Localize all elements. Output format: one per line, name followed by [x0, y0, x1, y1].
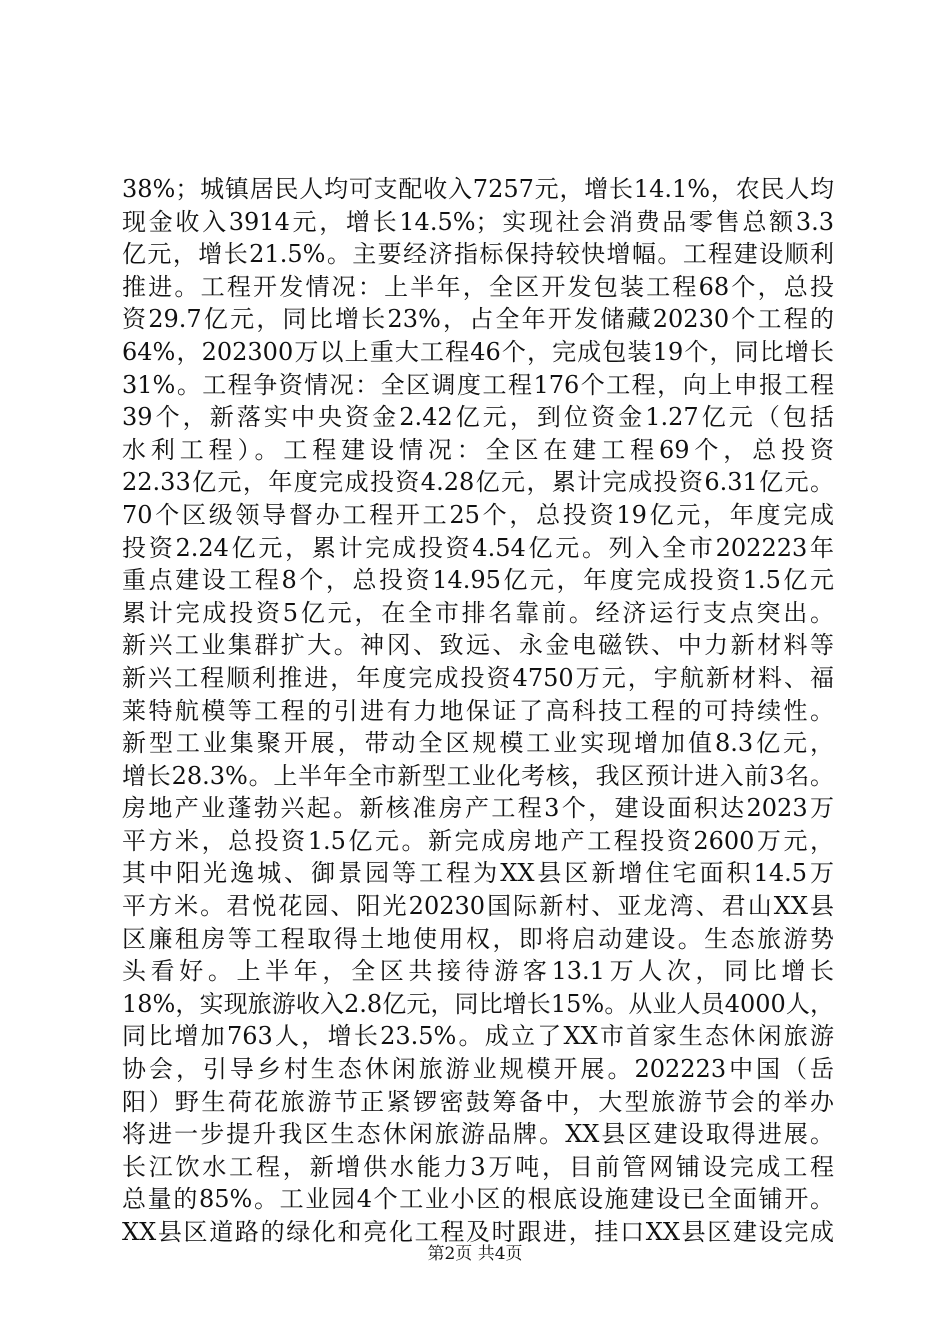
text-line: 70个区级领导督办工程开工25个，总投资19亿元，年度完成 — [122, 500, 834, 529]
text-line: 水利工程）。工程建设情况：全区在建工程69个，总投资 — [122, 435, 834, 464]
text-line: 区廉租房等工程取得土地使用权，即将启动建设。生态旅游势 — [122, 924, 834, 953]
body-text — [122, 173, 834, 1249]
text-line: 推进。工程开发情况：上半年，全区开发包装工程68个，总投 — [122, 272, 834, 301]
text-line: 长江饮水工程，新增供水能力3万吨，目前管网铺设完成工程 — [122, 1152, 834, 1181]
text-line: 18%，实现旅游收入2.8亿元，同比增长15%。从业人员4000人， — [122, 989, 834, 1018]
text-line: 协会，引导乡村生态休闲旅游业规模开展。202223中国（岳 — [122, 1055, 834, 1084]
text-line: 64%，202300万以上重大工程46个，完成包装19个，同比增长 — [122, 337, 834, 366]
text-line: 房地产业蓬勃兴起。新核准房产工程3个，建设面积达2023万 — [122, 794, 834, 823]
text-line: 投资2.24亿元，累计完成投资4.54亿元。列入全市202223年 — [122, 533, 834, 562]
text-line: 增长28.3%。上半年全市新型工业化考核，我区预计进入前3名。 — [122, 761, 834, 790]
text-line: 平方米。君悦花园、阳光20230国际新村、亚龙湾、君山XX县 — [122, 892, 834, 921]
text-line: 38%；城镇居民人均可支配收入7257元，增长14.1%，农民人均 — [122, 175, 834, 203]
text-line: 新型工业集聚开展，带动全区规模工业实现增加值8.3亿元， — [122, 729, 834, 758]
text-line: XX县区道路的绿化和亮化工程及时跟进，挂口XX县区建设完成 — [122, 1218, 834, 1246]
text-line: 莱特航模等工程的引进有力地保证了高科技工程的可持续性。 — [122, 696, 834, 725]
text-line: 31%。工程争资情况：全区调度工程176个工程，向上申报工程 — [122, 370, 834, 399]
text-line: 将进一步提升我区生态休闲旅游品牌。XX县区建设取得进展。 — [122, 1120, 834, 1149]
text-line: 其中阳光逸城、御景园等工程为XX县区新增住宅面积14.5万 — [122, 859, 834, 888]
text-line: 新兴工程顺利推进，年度完成投资4750万元，宇航新材料、福 — [122, 663, 834, 692]
text-line: 亿元，增长21.5%。主要经济指标保持较快增幅。工程建设顺利 — [122, 240, 834, 269]
page-footer: 第2页 共4页 — [427, 1244, 523, 1264]
text-line: 新兴工业集群扩大。神冈、致远、永金电磁铁、中力新材料等 — [122, 631, 834, 660]
text-line: 头看好。上半年，全区共接待游客13.1万人次，同比增长 — [122, 957, 834, 986]
text-line: 累计完成投资5亿元，在全市排名靠前。经济运行支点突出。 — [122, 598, 834, 627]
text-line: 阳）野生荷花旅游节正紧锣密鼓筹备中，大型旅游节会的举办 — [122, 1087, 834, 1116]
text-line: 重点建设工程8个，总投资14.95亿元，年度完成投资1.5亿元 — [122, 566, 834, 595]
text-line: 资29.7亿元，同比增长23%，占全年开发储藏20230个工程的 — [122, 305, 834, 334]
text-line: 总量的85%。工业园4个工业小区的根底设施建设已全面铺开。 — [122, 1185, 834, 1214]
text-line: 39个，新落实中央资金2.42亿元，到位资金1.27亿元（包括 — [122, 403, 834, 432]
text-line: 平方米，总投资1.5亿元。新完成房地产工程投资2600万元， — [122, 826, 834, 855]
text-line: 22.33亿元，年度完成投资4.28亿元，累计完成投资6.31亿元。 — [122, 468, 834, 497]
text-line: 现金收入3914元，增长14.5%；实现社会消费品零售总额3.3 — [122, 207, 834, 236]
text-line: 同比增加763人，增长23.5%。成立了XX市首家生态休闲旅游 — [122, 1022, 834, 1051]
